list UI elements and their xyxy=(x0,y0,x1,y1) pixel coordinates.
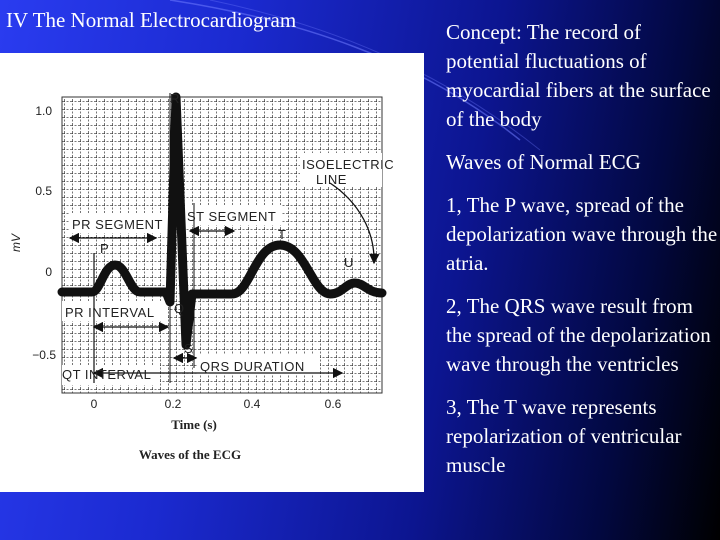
qt-interval-label: QT INTERVAL xyxy=(62,367,152,382)
x-tick-label: 0.6 xyxy=(324,397,342,411)
ecg-grid xyxy=(62,97,382,393)
y-tick-label: −0.5 xyxy=(32,348,56,362)
q-wave-label: Q xyxy=(174,301,185,316)
x-axis-label: Time (s) xyxy=(171,417,217,432)
t-wave-paragraph: 3, The T wave represents repolarization of ventricular muscle xyxy=(446,395,682,477)
pr-interval-label: PR INTERVAL xyxy=(65,305,155,320)
y-tick-label: 0.5 xyxy=(35,184,52,198)
p-wave-paragraph: 1, The P wave, spread of the depolarization wave through the atria. xyxy=(446,193,718,275)
concept-paragraph: Concept: The record of potential fluctuations of myocardial fibers at the surface of the body xyxy=(446,20,711,131)
qrs-wave-paragraph: 2, The QRS wave result from the spread of the depolarization wave through the ventricles xyxy=(446,294,711,376)
y-tick-label: 1.0 xyxy=(35,104,52,118)
s-wave-label: S xyxy=(184,341,194,356)
slide-text-column xyxy=(446,18,718,494)
waves-heading: Waves of Normal ECG xyxy=(446,150,641,174)
figure-caption: Waves of the ECG xyxy=(138,447,242,462)
slide-title: IV The Normal Electrocardiogram xyxy=(6,8,297,32)
isoelectric-label: ISOELECTRIC xyxy=(302,157,395,172)
x-tick-label: 0.2 xyxy=(164,397,182,411)
pr-segment-label: PR SEGMENT xyxy=(72,217,163,232)
u-wave-label: U xyxy=(344,255,354,270)
p-wave-label: P xyxy=(100,241,110,256)
qrs-duration-label: QRS DURATION xyxy=(200,359,305,374)
isoelectric-line-label: LINE xyxy=(316,172,347,187)
ecg-diagram xyxy=(0,53,424,492)
y-axis-label: mV xyxy=(9,234,23,252)
r-wave-label: R xyxy=(170,91,180,106)
x-tick-label: 0.4 xyxy=(243,397,261,411)
ecg-figure xyxy=(0,53,424,492)
t-wave-label: T xyxy=(278,227,287,242)
x-tick-label: 0 xyxy=(90,397,98,411)
y-tick-label: 0 xyxy=(45,265,52,279)
st-segment-label: ST SEGMENT xyxy=(187,209,277,224)
